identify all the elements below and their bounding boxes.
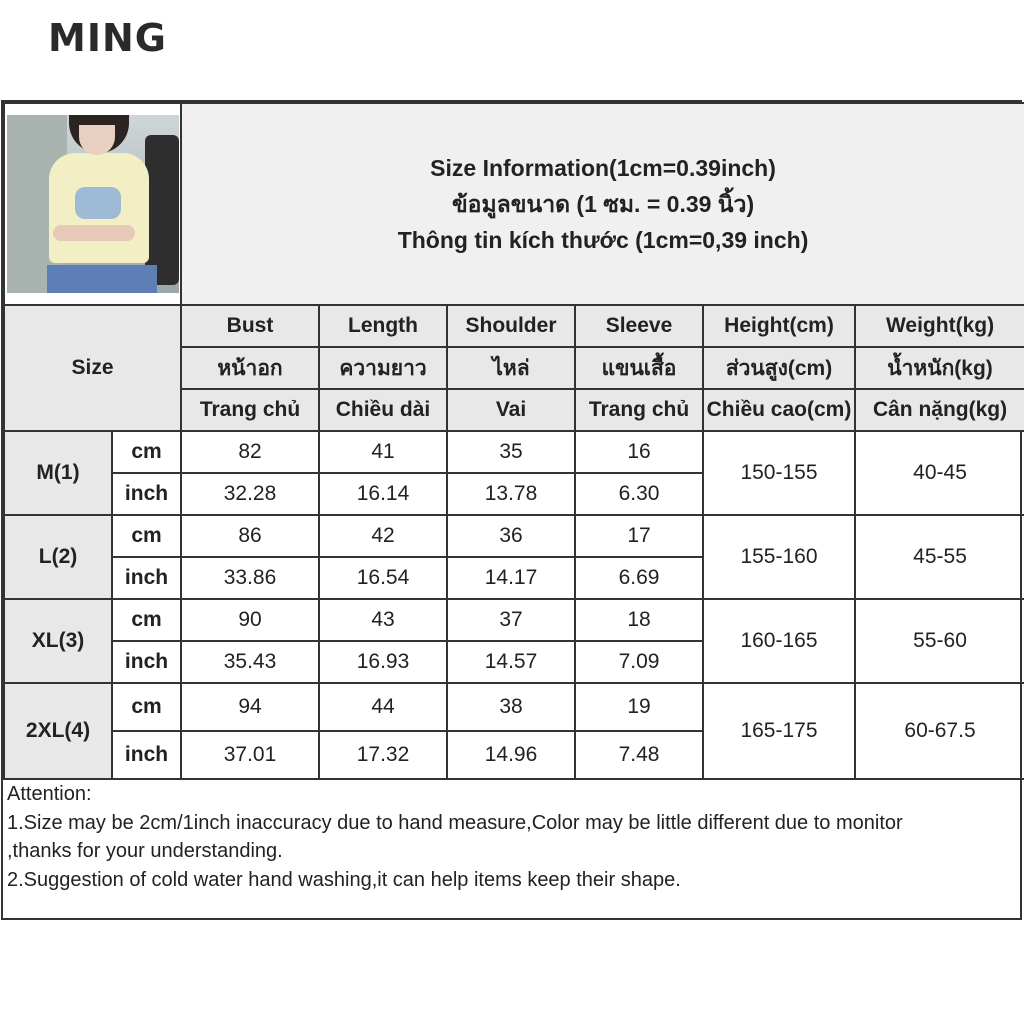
- size-table: [3, 102, 1024, 780]
- brand-logo: MING: [48, 16, 167, 60]
- weight-range: 40-45: [855, 431, 1024, 515]
- unit-inch: inch: [112, 641, 181, 683]
- header-vi-weight: Cân nặng(kg): [855, 389, 1024, 431]
- length-inch: 16.93: [319, 641, 447, 683]
- header-en-bust: Bust: [181, 305, 319, 347]
- sleeve-inch: 7.48: [575, 731, 703, 779]
- shoulder-inch: 14.57: [447, 641, 575, 683]
- attention-notes: [7, 780, 1017, 894]
- header-vi-shoulder: Vai: [447, 389, 575, 431]
- header-th-bust: หน้าอก: [181, 347, 319, 389]
- length-cm: 43: [319, 599, 447, 641]
- note-line-3: 2.Suggestion of cold water hand washing,it can help items keep their shape.: [7, 868, 681, 891]
- height-range: 155-160: [703, 515, 855, 599]
- bust-inch: 35.43: [181, 641, 319, 683]
- header-th-sleeve: แขนเสื้อ: [575, 347, 703, 389]
- bust-inch: 32.28: [181, 473, 319, 515]
- length-cm: 42: [319, 515, 447, 557]
- header-en-height: Height(cm): [703, 305, 855, 347]
- unit-inch: inch: [112, 473, 181, 515]
- size-label-l: L(2): [4, 515, 112, 599]
- bust-cm: 86: [181, 515, 319, 557]
- sleeve-cm: 18: [575, 599, 703, 641]
- size-info-title: [181, 103, 1024, 305]
- bust-cm: 94: [181, 683, 319, 731]
- unit-cm: cm: [112, 599, 181, 641]
- bust-cm: 90: [181, 599, 319, 641]
- size-label-2xl: 2XL(4): [4, 683, 112, 779]
- length-inch: 16.54: [319, 557, 447, 599]
- note-line-2: ,thanks for your understanding.: [7, 840, 283, 862]
- size-header: Size: [4, 305, 181, 431]
- header-en-weight: Weight(kg): [855, 305, 1024, 347]
- unit-inch: inch: [112, 557, 181, 599]
- header-vi-bust: Trang chủ: [181, 389, 319, 431]
- bust-inch: 33.86: [181, 557, 319, 599]
- header-en-shoulder: Shoulder: [447, 305, 575, 347]
- length-inch: 17.32: [319, 731, 447, 779]
- length-cm: 41: [319, 431, 447, 473]
- height-range: 150-155: [703, 431, 855, 515]
- length-inch: 16.14: [319, 473, 447, 515]
- product-photo: [7, 115, 179, 293]
- header-en-length: Length: [319, 305, 447, 347]
- size-label-m: M(1): [4, 431, 112, 515]
- shoulder-cm: 36: [447, 515, 575, 557]
- length-cm: 44: [319, 683, 447, 731]
- note-line-1: 1.Size may be 2cm/1inch inaccuracy due to hand measure,Color may be little different due to monitor: [7, 811, 903, 834]
- shoulder-inch: 14.96: [447, 731, 575, 779]
- unit-cm: cm: [112, 683, 181, 731]
- header-en-sleeve: Sleeve: [575, 305, 703, 347]
- header-th-height: ส่วนสูง(cm): [703, 347, 855, 389]
- shoulder-cm: 38: [447, 683, 575, 731]
- title-vietnamese: Thông tin kích thước (1cm=0,39 inch): [397, 227, 809, 253]
- unit-cm: cm: [112, 515, 181, 557]
- header-th-shoulder: ไหล่: [447, 347, 575, 389]
- height-range: 160-165: [703, 599, 855, 683]
- bust-inch: 37.01: [181, 731, 319, 779]
- unit-cm: cm: [112, 431, 181, 473]
- header-th-weight: น้ำหนัก(kg): [855, 347, 1024, 389]
- shoulder-cm: 37: [447, 599, 575, 641]
- sleeve-cm: 16: [575, 431, 703, 473]
- size-label-xl: XL(3): [4, 599, 112, 683]
- sleeve-inch: 7.09: [575, 641, 703, 683]
- title-english: Size Information(1cm=0.39inch): [430, 155, 776, 181]
- header-vi-sleeve: Trang chủ: [575, 389, 703, 431]
- unit-inch: inch: [112, 731, 181, 779]
- sleeve-inch: 6.69: [575, 557, 703, 599]
- header-vi-height: Chiều cao(cm): [703, 389, 855, 431]
- sleeve-cm: 17: [575, 515, 703, 557]
- shoulder-cm: 35: [447, 431, 575, 473]
- height-range: 165-175: [703, 683, 855, 779]
- title-thai: ข้อมูลขนาด (1 ซม. = 0.39 นิ้ว): [451, 191, 755, 217]
- weight-range: 60-67.5: [855, 683, 1024, 779]
- header-th-length: ความยาว: [319, 347, 447, 389]
- shoulder-inch: 14.17: [447, 557, 575, 599]
- size-chart: [1, 100, 1022, 920]
- notes-heading: Attention:: [7, 783, 92, 805]
- sleeve-cm: 19: [575, 683, 703, 731]
- sleeve-inch: 6.30: [575, 473, 703, 515]
- header-vi-length: Chiều dài: [319, 389, 447, 431]
- bust-cm: 82: [181, 431, 319, 473]
- product-photo-cell: [4, 103, 181, 305]
- shoulder-inch: 13.78: [447, 473, 575, 515]
- weight-range: 55-60: [855, 599, 1024, 683]
- weight-range: 45-55: [855, 515, 1024, 599]
